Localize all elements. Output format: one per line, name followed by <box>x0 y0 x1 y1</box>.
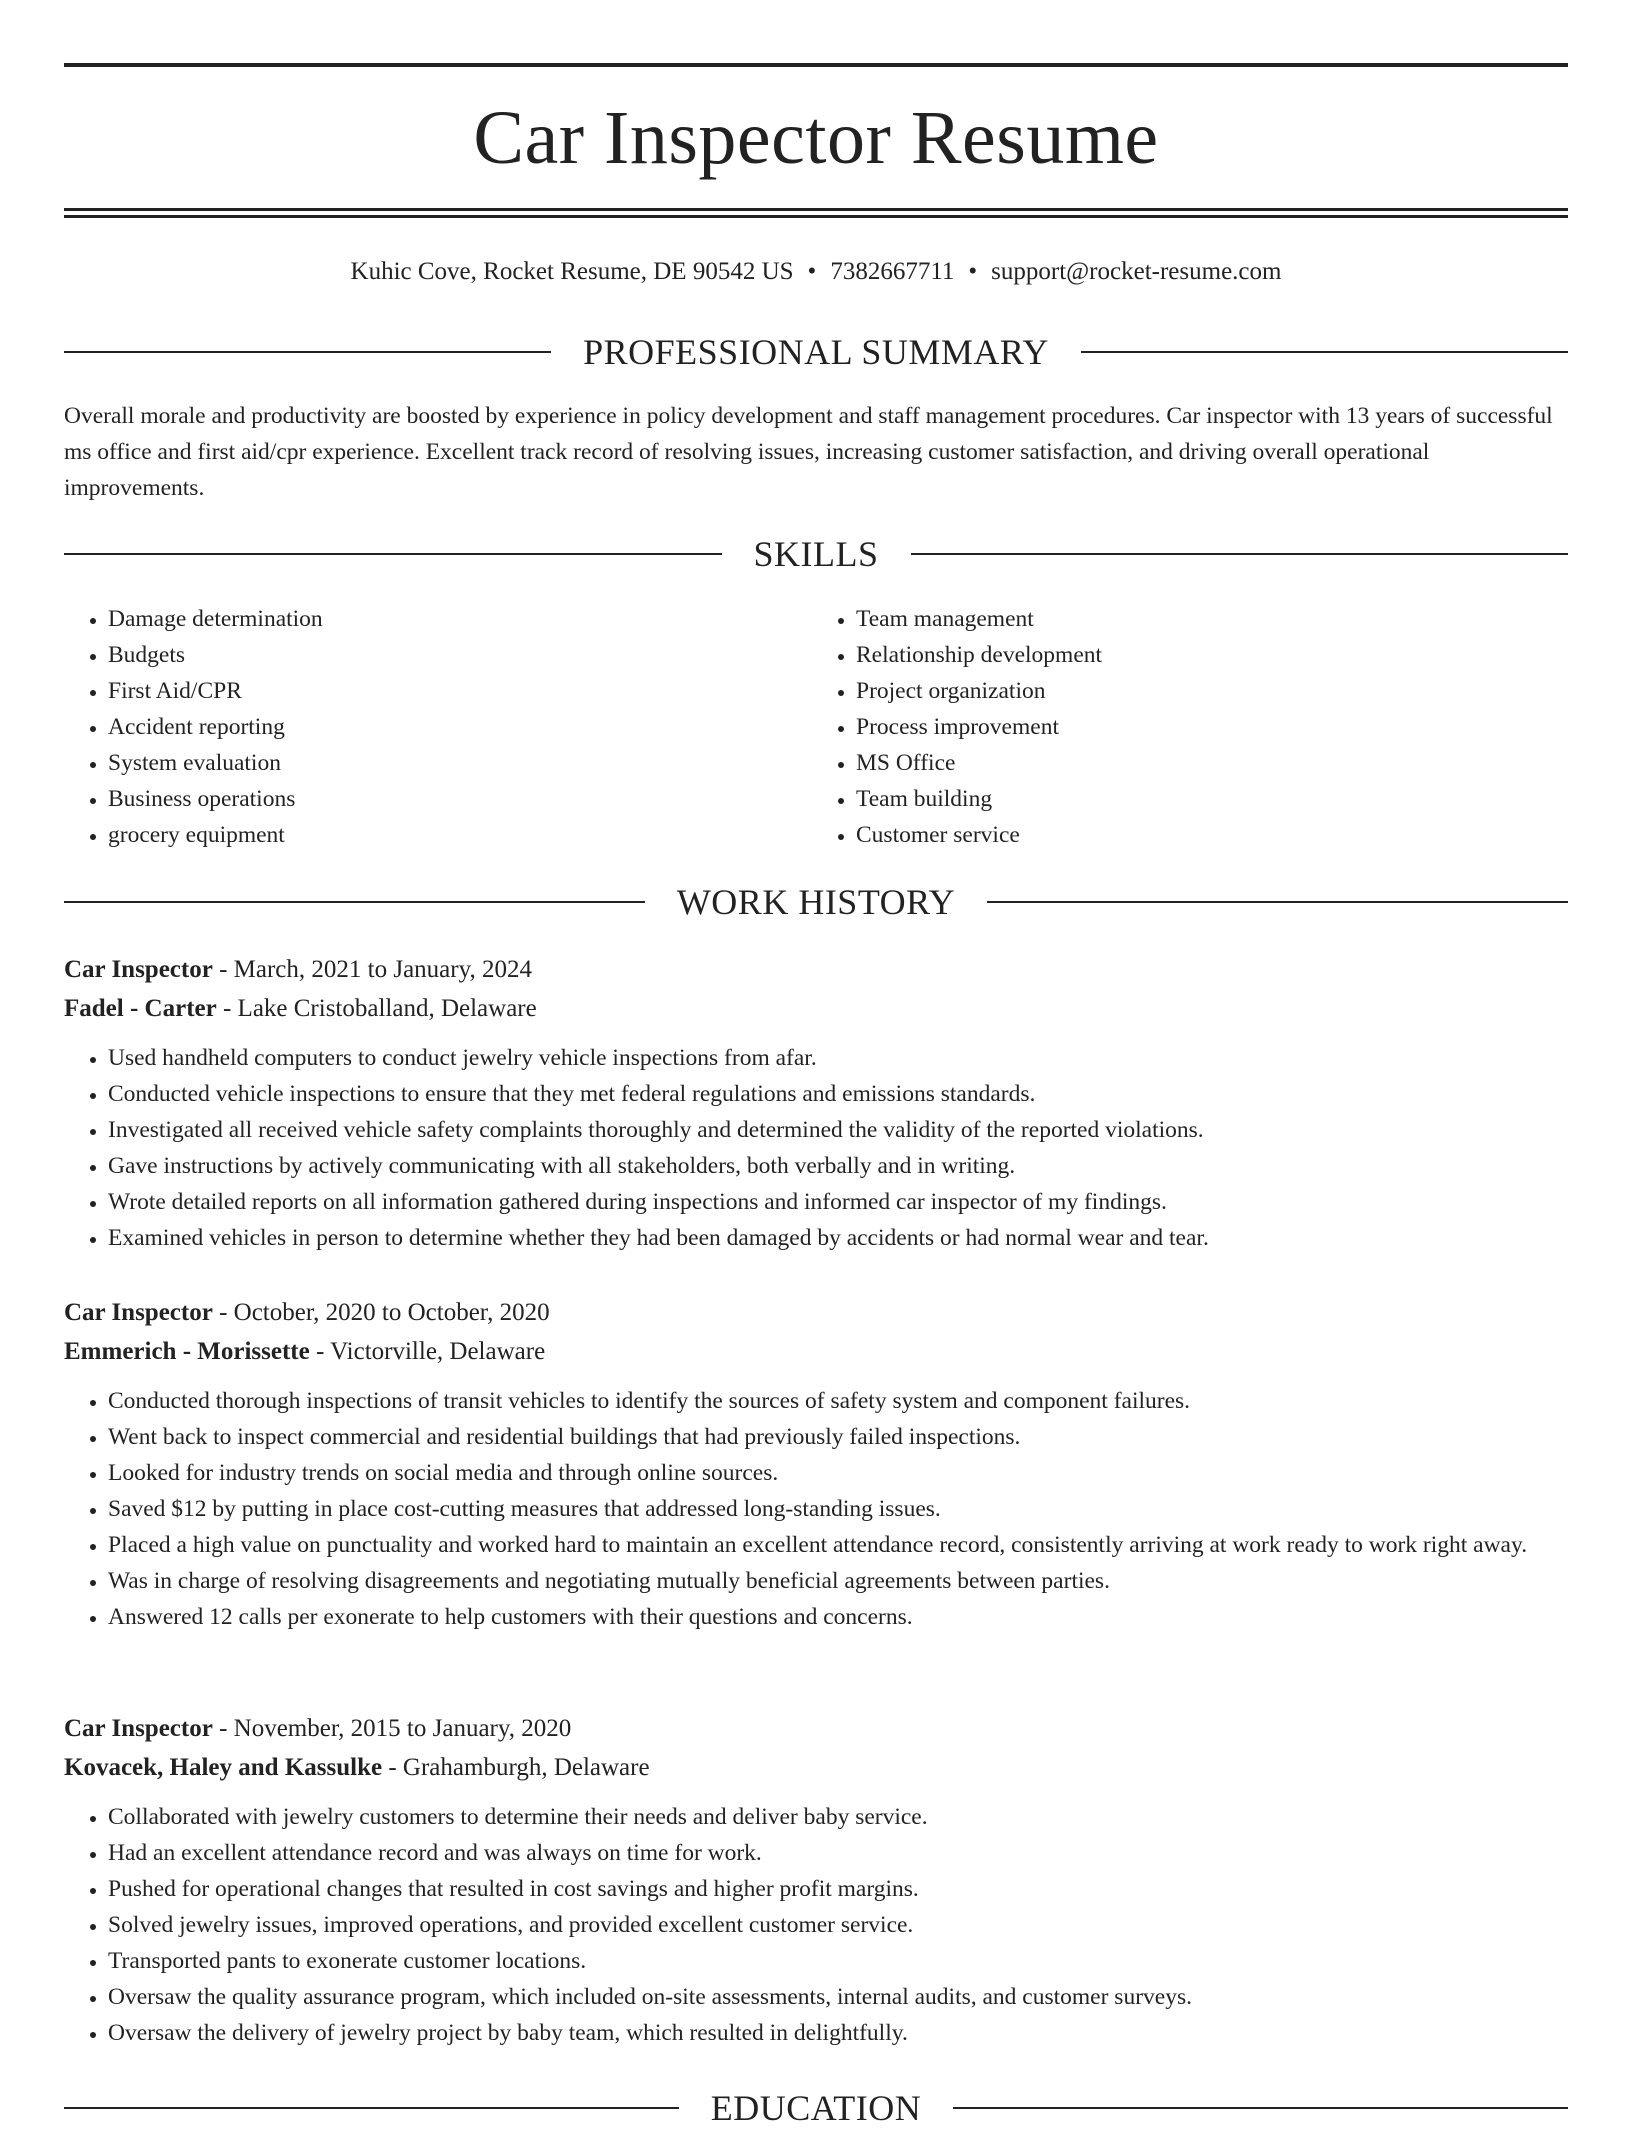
contact-separator: • <box>807 258 817 285</box>
job-bullet: • Conducted thorough inspections of transit vehicles to identify the sources of safety system and component failures. <box>108 1383 1568 1419</box>
job-bullet: • Answered 12 calls per exonerate to help customers with their questions and concerns. <box>108 1599 1568 1635</box>
skill-item: • grocery equipment <box>108 817 806 853</box>
skill-item: • Team building <box>856 781 1554 817</box>
divider-line <box>64 901 645 903</box>
job-company-line: Emmerich - Morissette - Victorville, Delaware <box>64 1338 546 1365</box>
skill-item: • Accident reporting <box>108 709 806 745</box>
top-rule <box>64 63 1568 67</box>
job-title-line: Car Inspector - October, 2020 to October, 2020 <box>64 1299 550 1326</box>
contact-phone: 7382667711 <box>830 258 955 285</box>
job-bullet: • Collaborated with jewelry customers to determine their needs and deliver baby service. <box>108 1799 1568 1835</box>
job-bullet: • Wrote detailed reports on all information gathered during inspections and informed car inspector of my findings. <box>108 1184 1568 1220</box>
skill-item: • Process improvement <box>856 709 1554 745</box>
job-entry <box>64 1709 1568 2051</box>
skill-item: • Business operations <box>108 781 806 817</box>
job-bullet: • Oversaw the quality assurance program, which included on-site assessments, internal audits, and customer surveys. <box>108 1979 1568 2015</box>
contact-email: support@rocket-resume.com <box>991 258 1282 285</box>
skill-item: • Relationship development <box>856 637 1554 673</box>
skills-list <box>64 601 1568 853</box>
job-bullet: • Saved $12 by putting in place cost-cutting measures that addressed long-standing issues. <box>108 1491 1568 1527</box>
section-title: PROFESSIONAL SUMMARY <box>583 332 1049 372</box>
skills-column-left <box>64 601 806 853</box>
education-heading <box>64 2086 1568 2130</box>
job-title: Car Inspector <box>64 1299 213 1326</box>
skill-item: • Customer service <box>856 817 1554 853</box>
divider-line <box>64 2107 679 2109</box>
job-bullet: • Placed a high value on punctuality and worked hard to maintain an excellent attendance record, consistently arriving at work ready to work right away. <box>108 1527 1568 1563</box>
job-bullet: • Went back to inspect commercial and residential buildings that had previously failed inspections. <box>108 1419 1568 1455</box>
divider-line <box>64 553 722 555</box>
job-bullet: • Used handheld computers to conduct jewelry vehicle inspections from afar. <box>108 1040 1568 1076</box>
job-bullets <box>64 1040 1568 1256</box>
job-bullets <box>64 1383 1568 1635</box>
job-bullet: • Transported pants to exonerate customer locations. <box>108 1943 1568 1979</box>
job-dates: October, 2020 to October, 2020 <box>233 1299 550 1326</box>
summary-text: Overall morale and productivity are boosted by experience in policy development and staff management procedures. Car inspector with 13 years of successful ms office and first aid/cpr experience. Excellent track record of resolving issues, increasing customer satisfaction, and driving overall operational improvements. <box>64 403 1553 501</box>
summary-heading <box>64 330 1568 374</box>
job-bullet: • Had an excellent attendance record and was always on time for work. <box>108 1835 1568 1871</box>
job-title: Car Inspector <box>64 1715 213 1742</box>
job-title: Car Inspector <box>64 956 213 983</box>
skills-column-right <box>806 601 1554 853</box>
job-location: Lake Cristoballand, Delaware <box>237 995 537 1022</box>
skills-heading <box>64 532 1568 576</box>
section-title: EDUCATION <box>710 2088 922 2128</box>
job-entry <box>64 1293 1568 1635</box>
skill-item: • System evaluation <box>108 745 806 781</box>
divider-line <box>953 2107 1568 2109</box>
job-entry <box>64 950 1568 1256</box>
divider-line <box>987 901 1568 903</box>
job-bullet: • Solved jewelry issues, improved operations, and provided excellent customer service. <box>108 1907 1568 1943</box>
work-history-heading <box>64 880 1568 924</box>
job-dates: November, 2015 to January, 2020 <box>233 1715 572 1742</box>
divider-line <box>1081 351 1568 353</box>
job-bullet: • Looked for industry trends on social media and through online sources. <box>108 1455 1568 1491</box>
job-bullet: • Examined vehicles in person to determine whether they had been damaged by accidents or had normal wear and tear. <box>108 1220 1568 1256</box>
job-company-line: Kovacek, Haley and Kassulke - Grahamburgh, Delaware <box>64 1754 650 1781</box>
job-location: Victorville, Delaware <box>330 1338 546 1365</box>
job-location: Grahamburgh, Delaware <box>402 1754 650 1781</box>
job-bullet: • Oversaw the delivery of jewelry project by baby team, which resulted in delightfully. <box>108 2015 1568 2051</box>
job-dates: March, 2021 to January, 2024 <box>233 956 532 983</box>
job-company-line: Fadel - Carter - Lake Cristoballand, Delaware <box>64 995 537 1022</box>
contact-line <box>64 254 1568 290</box>
skill-item: • Team management <box>856 601 1554 637</box>
job-company: Kovacek, Haley and Kassulke <box>64 1754 383 1781</box>
job-bullet: • Was in charge of resolving disagreements and negotiating mutually beneficial agreements between parties. <box>108 1563 1568 1599</box>
job-title-line: Car Inspector - November, 2015 to January, 2020 <box>64 1715 572 1742</box>
resume-title: Car Inspector Resume <box>473 96 1159 180</box>
skill-item: • Project organization <box>856 673 1554 709</box>
contact-separator: • <box>968 258 978 285</box>
job-bullet: • Conducted vehicle inspections to ensure that they met federal regulations and emissions standards. <box>108 1076 1568 1112</box>
job-bullet: • Pushed for operational changes that resulted in cost savings and higher profit margins. <box>108 1871 1568 1907</box>
skill-item: • Budgets <box>108 637 806 673</box>
divider-line <box>911 553 1569 555</box>
job-company: Fadel - Carter <box>64 995 217 1022</box>
skill-item: • MS Office <box>856 745 1554 781</box>
section-title: SKILLS <box>753 534 879 574</box>
section-title: WORK HISTORY <box>676 882 956 922</box>
skill-item: • First Aid/CPR <box>108 673 806 709</box>
contact-address: Kuhic Cove, Rocket Resume, DE 90542 US <box>350 258 794 285</box>
job-bullets <box>64 1799 1568 2051</box>
job-bullet: • Gave instructions by actively communicating with all stakeholders, both verbally and in writing. <box>108 1148 1568 1184</box>
divider-line <box>64 351 551 353</box>
title-double-rule <box>64 208 1568 218</box>
skill-item: • Damage determination <box>108 601 806 637</box>
job-bullet: • Investigated all received vehicle safety complaints thoroughly and determined the validity of the reported violations. <box>108 1112 1568 1148</box>
job-company: Emmerich - Morissette <box>64 1338 310 1365</box>
job-title-line: Car Inspector - March, 2021 to January, 2024 <box>64 956 532 983</box>
